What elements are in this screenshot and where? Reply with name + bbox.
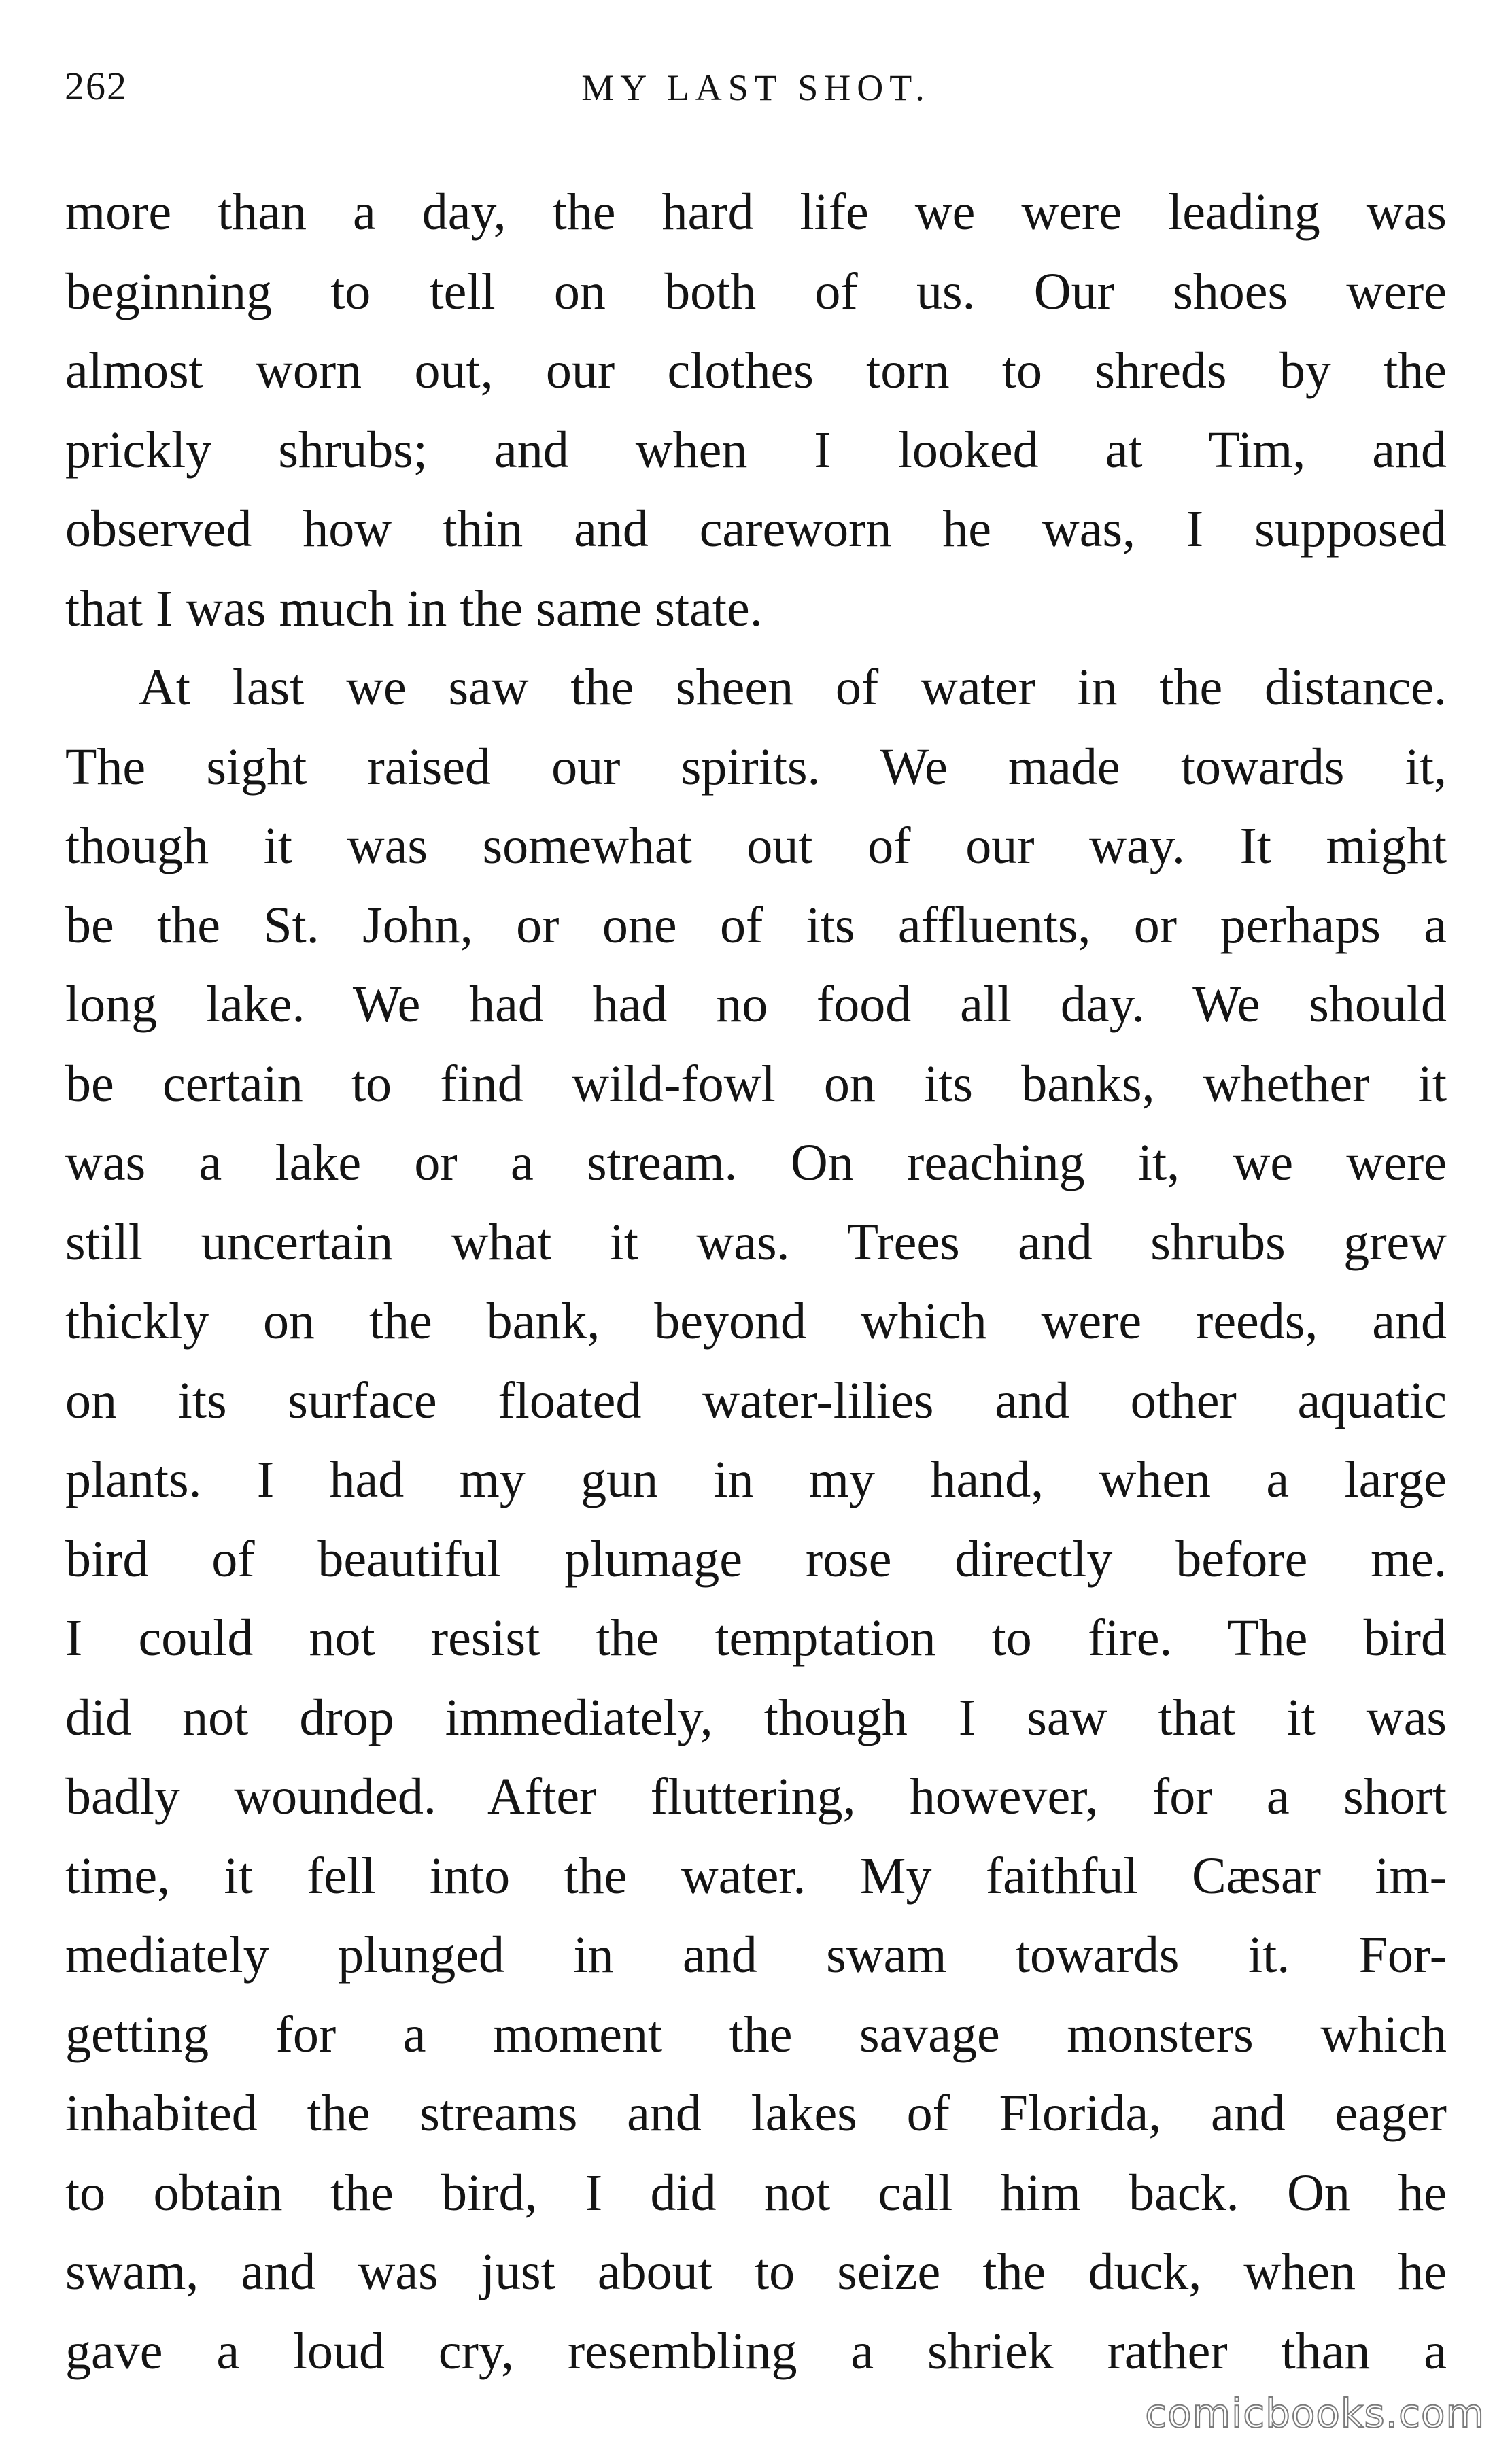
text-line: be the St. John, or one of its affluents, or perhaps a (65, 896, 1447, 954)
text-line: prickly shrubs; and when I looked at Tim, and (65, 421, 1447, 479)
text-line: gave a loud cry, resembling a shriek rather than a (65, 2322, 1447, 2380)
text-line: swam, and was just about to seize the duck, when he (65, 2243, 1447, 2300)
text-line: getting for a moment the savage monsters which (65, 2005, 1447, 2063)
text-line: beginning to tell on both of us. Our shoes were (65, 262, 1447, 320)
text-line: still uncertain what it was. Trees and shrubs grew (65, 1213, 1447, 1271)
watermark: comicbooks.com (1145, 2390, 1485, 2436)
text-line: badly wounded. After fluttering, however, for a short (65, 1768, 1447, 1825)
text-line: I could not resist the temptation to fire. The bird (65, 1610, 1447, 1667)
text-line: bird of beautiful plumage rose directly before me. (65, 1530, 1447, 1588)
text-line: that I was much in the same state. (65, 579, 763, 637)
running-title: MY LAST SHOT. (581, 67, 931, 108)
text-line: did not drop immediately, though I saw that it was (65, 1688, 1447, 1746)
text-line: The sight raised our spirits. We made towards it, (65, 738, 1447, 796)
text-line: At last we saw the sheen of water in the distance. (139, 659, 1447, 716)
text-line: thickly on the bank, beyond which were reeds, and (65, 1293, 1447, 1350)
body-text (65, 173, 1447, 2391)
text-line: was a lake or a stream. On reaching it, we were (65, 1134, 1447, 1191)
text-line: observed how thin and careworn he was, I supposed (65, 500, 1447, 558)
text-line: almost worn out, our clothes torn to shreds by the (65, 342, 1447, 399)
text-line: on its surface floated water-lilies and other aquatic (65, 1372, 1447, 1429)
text-line: though it was somewhat out of our way. It might (65, 817, 1447, 874)
text-line: more than a day, the hard life we were leading was (65, 184, 1447, 241)
text-line: mediately plunged in and swam towards it. For- (65, 1926, 1447, 1984)
text-line: plants. I had my gun in my hand, when a large (65, 1451, 1447, 1508)
text-line: be certain to find wild-fowl on its banks, whether it (65, 1055, 1447, 1112)
text-line: inhabited the streams and lakes of Florida, and eager (65, 2085, 1447, 2142)
text-line: long lake. We had had no food all day. We should (65, 976, 1447, 1033)
text-line: to obtain the bird, I did not call him back. On he (65, 2164, 1447, 2222)
page-number: 262 (65, 64, 128, 108)
text-line: time, it fell into the water. My faithful Cæsar im- (65, 1847, 1447, 1905)
